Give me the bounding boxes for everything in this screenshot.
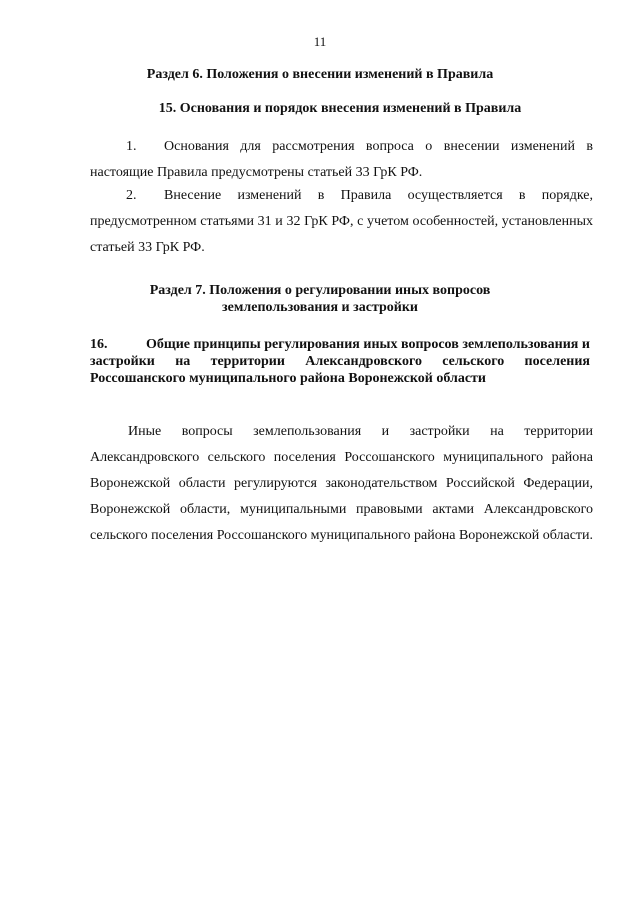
item-number: 2. — [126, 188, 137, 203]
article-16-heading — [90, 336, 590, 387]
article-16-body — [90, 419, 593, 549]
section-7-heading-line-2: землепользования и застройки — [222, 300, 418, 315]
section-6-heading: Раздел 6. Положения о внесении изменений в Правила — [146, 67, 494, 82]
section-7-heading-line-1: Раздел 7. Положения о регулировании иных вопросов — [149, 283, 491, 298]
section-7-heading — [0, 282, 640, 316]
article-15-item-1 — [90, 134, 593, 186]
article-16-title: Общие принципы регулирования иных вопросов землепользования и застройки на территории Александровского сельского поселения Россошанского муниципального района Воронежской области — [90, 337, 590, 386]
article-16-text: Иные вопросы землепользования и застройки на территории Александровского сельского поселения Россошанского муниципального района Воронежской области регулируются законодательством Российской Федерации, Воронежской области, муниципальными правовыми актами Александровского сельского поселения Россошанского муниципального района Воронежской области. — [90, 424, 594, 543]
article-16-number: 16. — [90, 337, 108, 352]
article-15-item-2 — [90, 183, 593, 261]
page-number: 11 — [313, 34, 327, 49]
item-text: Внесение изменений в Правила осуществляется в порядке, предусмотренном статьями 31 и 32 ГрК РФ, с учетом особенностей, установленных статьей 33 ГрК РФ. — [90, 188, 593, 255]
article-15-heading: 15. Основания и порядок внесения изменений в Правила — [158, 101, 522, 116]
item-text: Основания для рассмотрения вопроса о внесении изменений в настоящие Правила предусмотрены статьей 33 ГрК РФ. — [90, 139, 593, 180]
item-number: 1. — [126, 139, 137, 154]
